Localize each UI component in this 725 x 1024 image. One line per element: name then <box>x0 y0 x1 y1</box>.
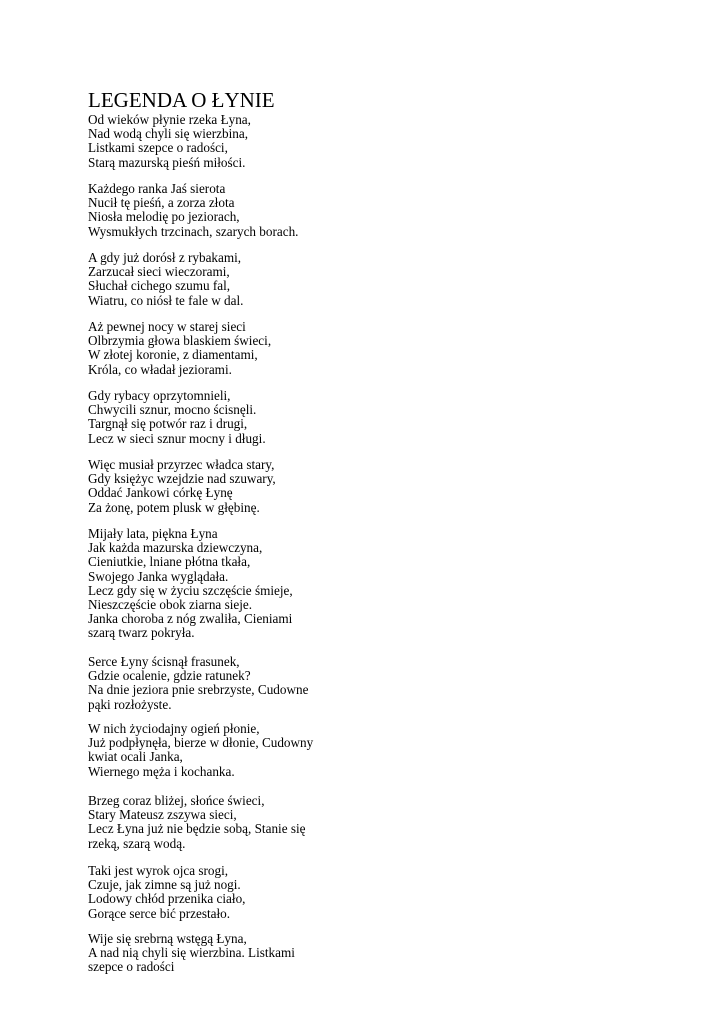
poem-line: Na dnie jeziora pnie srebrzyste, Cudowne <box>88 682 309 698</box>
poem-line: Króla, co władał jeziorami. <box>88 361 232 377</box>
poem-line: Zarzucał sieci wieczorami, <box>88 264 230 280</box>
poem-line: Serce Łyny ścisnął frasunek, <box>88 654 240 669</box>
poem-line: Lodowy chłód przenika ciało, <box>88 891 246 907</box>
poem-title: LEGENDA O ŁYNIE <box>88 88 275 112</box>
poem-line: Lecz Łyna już nie będzie sobą, Stanie się <box>88 821 306 837</box>
poem-line: W złotej koronie, z diamentami, <box>88 347 258 363</box>
poem-line: Swojego Janka wyglądała. <box>88 568 229 584</box>
poem-line: Aż pewnej nocy w starej sieci <box>88 319 246 334</box>
poem-line: W nich życiodajny ogień płonie, <box>88 721 260 736</box>
poem-line: Wije się srebrną wstęgą Łyna, <box>88 931 247 946</box>
stanza <box>88 113 251 170</box>
stanza <box>88 182 298 239</box>
poem-line: Lecz w sieci sznur mocny i długi. <box>88 430 266 446</box>
poem-line: Stary Mateusz zszywa sieci, <box>88 807 237 823</box>
poem-line: A nad nią chyli się wierzbina. Listkami <box>88 945 295 961</box>
poem-line: Gdy rybacy oprzytomnieli, <box>88 388 231 403</box>
stanza <box>88 458 276 515</box>
poem-line: Targnął się potwór raz i drugi, <box>88 416 248 432</box>
poem-line: Wysmukłych trzcinach, szarych borach. <box>88 223 299 239</box>
stanza <box>88 794 306 851</box>
poem-line: Jak każda mazurska dziewczyna, <box>88 540 263 556</box>
stanza <box>88 864 245 921</box>
poem-line: Olbrzymia głowa blaskiem świeci, <box>88 333 272 349</box>
poem-line: Taki jest wyrok ojca srogi, <box>88 863 229 878</box>
poem-line: Nad wodą chyli się wierzbina, <box>88 126 249 142</box>
poem-line: Słuchał cichego szumu fal, <box>88 278 231 294</box>
stanza <box>88 722 313 779</box>
poem-line: Wiatru, co niósł te fale w dal. <box>88 292 244 308</box>
poem-line: A gdy już dorósł z rybakami, <box>88 250 242 265</box>
poem-line: Lecz gdy się w życiu szczęście śmieje, <box>88 582 293 598</box>
stanza <box>88 320 271 377</box>
stanza <box>88 655 308 712</box>
poem-line: Niosła melodię po jeziorach, <box>88 209 240 225</box>
stanza <box>88 527 293 641</box>
poem-line: rzeką, szarą wodą. <box>88 835 186 851</box>
poem-line: Nucił tę pieśń, a zorza złota <box>88 195 235 211</box>
stanza <box>88 389 266 446</box>
poem-line: Cieniutkie, lniane płótna tkała, <box>88 554 251 570</box>
poem-line: Gdy księżyc wzejdzie nad szuwary, <box>88 471 276 487</box>
stanza <box>88 251 243 308</box>
poem-line: Za żonę, potem plusk w głębinę. <box>88 499 260 515</box>
poem-line: Więc musiał przyrzec władca stary, <box>88 457 275 472</box>
poem-line: Starą mazurską pieśń miłości. <box>88 154 246 170</box>
poem-line: Nieszczęście obok ziarna sieje. <box>88 597 253 613</box>
poem-line: Czuje, jak zimne są już nogi. <box>88 877 241 893</box>
poem-line: Mijały lata, piękna Łyna <box>88 526 218 541</box>
poem-line: Każdego ranka Jaś sierota <box>88 181 226 196</box>
poem-line: kwiat ocali Janka, <box>88 749 183 765</box>
poem-line: Wiernego męża i kochanka. <box>88 763 235 779</box>
poem-line: Listkami szepce o radości, <box>88 140 228 156</box>
poem-line: Janka choroba z nóg zwaliła, Cieniami <box>88 611 293 627</box>
poem-line: szarą twarz pokryła. <box>88 625 195 641</box>
poem-line: Oddać Jankowi córkę Łynę <box>88 485 233 501</box>
poem-line: Gorące serce bić przestało. <box>88 905 231 921</box>
poem-line: Chwycili sznur, mocno ścisnęli. <box>88 402 257 418</box>
stanza <box>88 932 295 975</box>
poem-line: Już podpłynęła, bierze w dłonie, Cudowny <box>88 735 314 751</box>
poem-line: szepce o radości <box>88 959 175 975</box>
poem-line: Gdzie ocalenie, gdzie ratunek? <box>88 668 251 684</box>
poem-line: Brzeg coraz bliżej, słońce świeci, <box>88 793 265 808</box>
poem-line: pąki rozłożyste. <box>88 696 172 712</box>
poem-line: Od wieków płynie rzeka Łyna, <box>88 112 251 127</box>
